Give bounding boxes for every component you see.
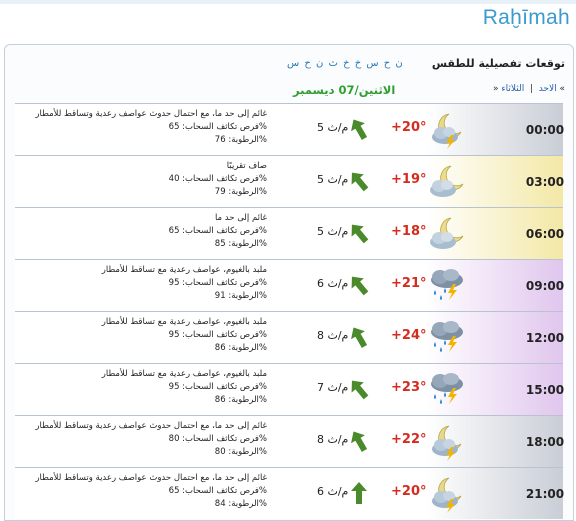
row-description-block <box>27 316 267 355</box>
row-cloud-chance: فرص تكاثف السحاب: 95% <box>168 330 267 340</box>
forecast-row <box>15 103 563 155</box>
row-humidity: الرطوبة: 85% <box>214 239 267 249</box>
row-humidity: الرطوبة: 80% <box>214 447 267 457</box>
row-time: 00:00 <box>525 123 565 137</box>
forecast-row <box>15 415 563 467</box>
storm-rain-icon <box>427 318 467 358</box>
forecast-row <box>15 207 563 259</box>
row-cloud-chance: فرص تكاثف السحاب: 65% <box>168 226 267 236</box>
row-time: 12:00 <box>525 331 565 345</box>
forecast-row <box>15 467 563 519</box>
wind-arrow-icon <box>351 482 367 504</box>
row-time: 21:00 <box>525 487 565 501</box>
row-humidity: الرطوبة: 86% <box>214 395 267 405</box>
moon-cloud-icon <box>427 162 467 202</box>
row-humidity: الرطوبة: 86% <box>214 343 267 353</box>
row-humidity: الرطوبة: 79% <box>214 187 267 197</box>
row-description-block <box>27 472 267 511</box>
row-wind-speed: 5 م/ث <box>317 173 349 186</box>
wind-arrow-icon <box>351 170 367 192</box>
row-humidity: الرطوبة: 91% <box>214 291 267 301</box>
row-temperature: +18° <box>391 224 427 239</box>
forecast-panel <box>4 44 574 521</box>
row-description: ملبد بالغيوم، عواصف رعدية مع تساقط للأمطار <box>101 265 267 275</box>
moon-cloud-lightning-icon <box>427 474 467 514</box>
row-description: غائم إلى حد ما <box>214 213 267 223</box>
forecast-row <box>15 155 563 207</box>
row-time: 06:00 <box>525 227 565 241</box>
next-day-link[interactable]: الثلاثاء <box>501 84 525 94</box>
forecast-row <box>15 311 563 363</box>
row-temperature: +22° <box>391 432 427 447</box>
row-description: صاف تقريبًا <box>226 161 267 171</box>
row-cloud-chance: فرص تكاثف السحاب: 65% <box>168 486 267 496</box>
row-time: 18:00 <box>525 435 565 449</box>
row-description-block <box>27 420 267 459</box>
row-description-block <box>27 212 267 251</box>
row-humidity: الرطوبة: 76% <box>214 135 267 145</box>
row-cloud-chance: فرص تكاثف السحاب: 95% <box>168 382 267 392</box>
row-cloud-chance: فرص تكاثف السحاب: 65% <box>168 122 267 132</box>
forecast-row <box>15 259 563 311</box>
current-date: الاثنين/07 ديسمبر <box>293 83 396 97</box>
row-temperature: +20° <box>391 120 427 135</box>
prev-marker: » <box>493 84 499 94</box>
wind-arrow-icon <box>351 222 367 244</box>
next-marker: « <box>559 84 565 94</box>
moon-cloud-lightning-icon <box>427 110 467 150</box>
row-description: غائم إلى حد ما، مع احتمال حدوث عواصف رعدية وتساقط للأمطار <box>35 421 267 431</box>
row-description-block <box>27 108 267 147</box>
row-cloud-chance: فرص تكاثف السحاب: 80% <box>168 434 267 444</box>
row-description-block <box>27 264 267 303</box>
panel-title: توقعات تفصيلية للطقس <box>431 57 565 70</box>
row-humidity: الرطوبة: 84% <box>214 499 267 509</box>
row-wind-speed: 8 م/ث <box>317 329 349 342</box>
moon-cloud-icon <box>427 214 467 254</box>
wind-arrow-icon <box>351 118 367 140</box>
row-time: 03:00 <box>525 175 565 189</box>
row-temperature: +23° <box>391 380 427 395</box>
prev-day-link[interactable]: الاحد <box>538 84 557 94</box>
row-description: ملبد بالغيوم، عواصف رعدية مع تساقط للأمطار <box>101 317 267 327</box>
row-time: 09:00 <box>525 279 565 293</box>
storm-rain-icon <box>427 370 467 410</box>
storm-rain-icon <box>427 266 467 306</box>
row-description: ملبد بالغيوم، عواصف رعدية مع تساقط للأمطار <box>101 369 267 379</box>
row-cloud-chance: فرص تكاثف السحاب: 40% <box>168 174 267 184</box>
row-wind-speed: 6 م/ث <box>317 277 349 290</box>
row-description: غائم إلى حد ما، مع احتمال حدوث عواصف رعدية وتساقط للأمطار <box>35 473 267 483</box>
row-temperature: +21° <box>391 276 427 291</box>
row-description: غائم إلى حد ما، مع احتمال حدوث عواصف رعدية وتساقط للأمطار <box>35 109 267 119</box>
day-letters[interactable]: ن ح س خ خ ث ن ح س <box>287 58 403 69</box>
row-wind-speed: 7 م/ث <box>317 381 349 394</box>
forecast-row <box>15 363 563 415</box>
wind-arrow-icon <box>351 378 367 400</box>
top-strip <box>0 0 576 4</box>
row-time: 15:00 <box>525 383 565 397</box>
row-temperature: +19° <box>391 172 427 187</box>
row-wind-speed: 6 م/ث <box>317 485 349 498</box>
wind-arrow-icon <box>351 430 367 452</box>
row-wind-speed: 5 م/ث <box>317 121 349 134</box>
city-name: Raḫīmah <box>482 6 570 29</box>
wind-arrow-icon <box>351 326 367 348</box>
day-nav: » الاحد | الثلاثاء « <box>493 84 565 94</box>
row-wind-speed: 5 م/ث <box>317 225 349 238</box>
moon-cloud-lightning-icon <box>427 422 467 462</box>
wind-arrow-icon <box>351 274 367 296</box>
row-description-block <box>27 368 267 407</box>
row-wind-speed: 8 م/ث <box>317 433 349 446</box>
row-temperature: +24° <box>391 328 427 343</box>
row-description-block <box>27 160 267 199</box>
row-temperature: +20° <box>391 484 427 499</box>
row-cloud-chance: فرص تكاثف السحاب: 95% <box>168 278 267 288</box>
